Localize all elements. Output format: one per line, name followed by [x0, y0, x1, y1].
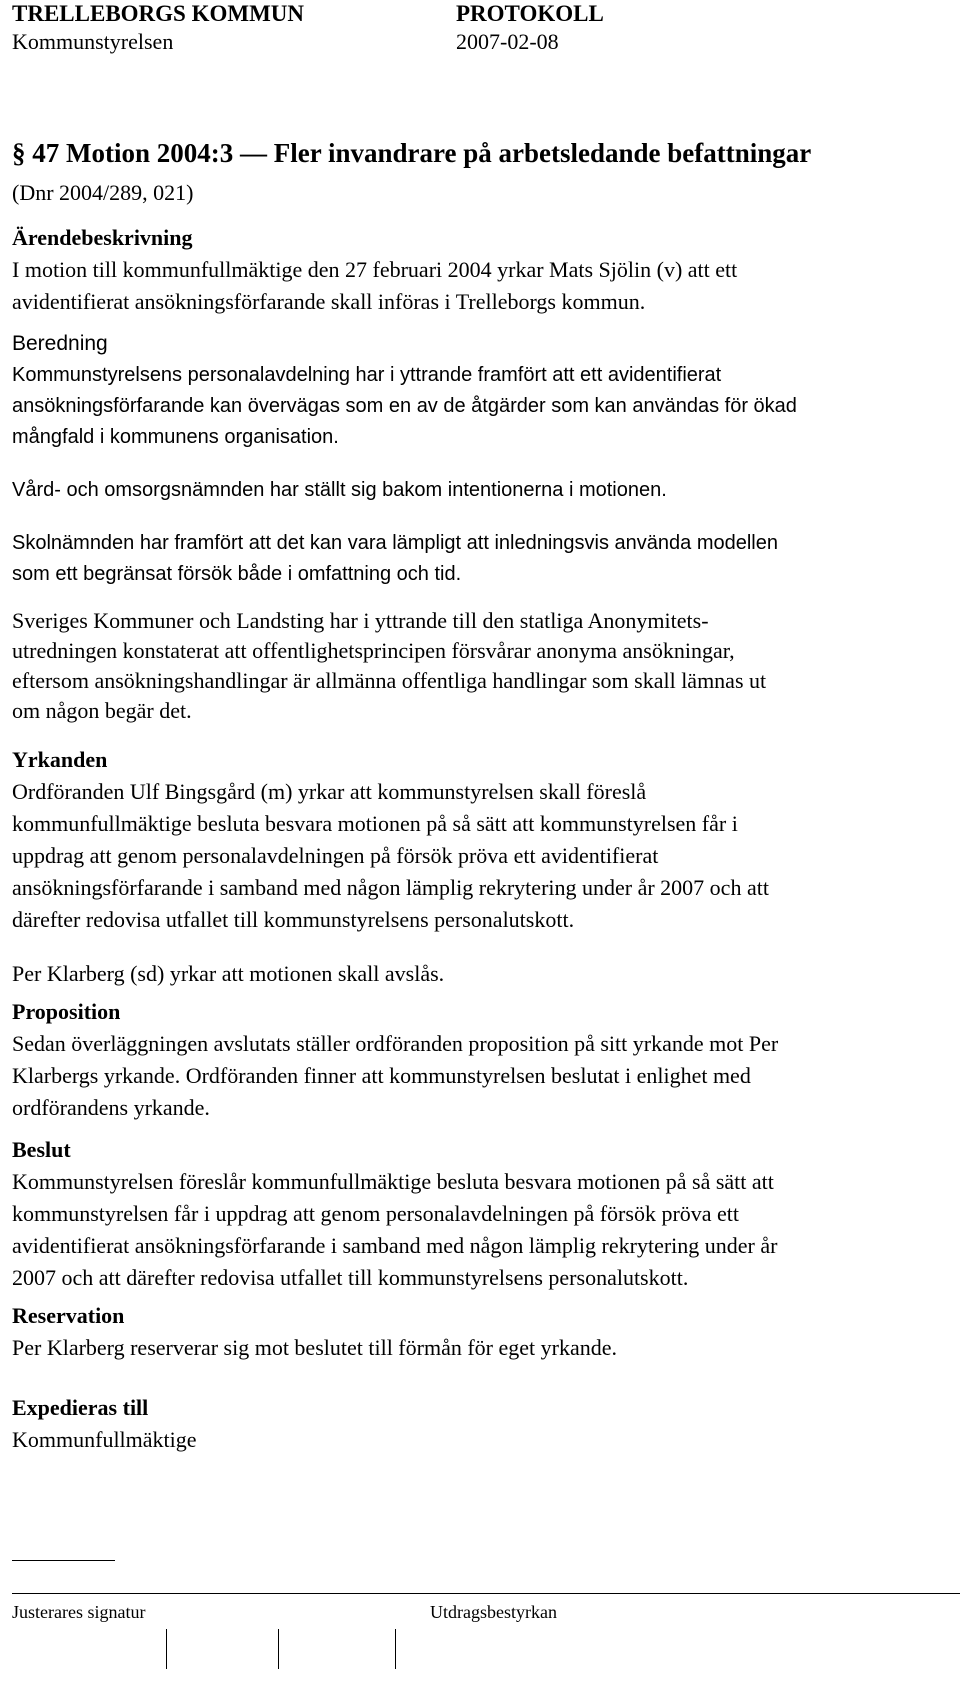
text-line: Kommunfullmäktige	[12, 1427, 197, 1452]
text-line: Skolnämnden har framfört att det kan vara lämpligt att inledningsvis använda modellen	[12, 532, 778, 554]
section-beredning	[12, 328, 932, 590]
signature-divider	[166, 1629, 167, 1669]
text-line: ansökningsförfarande i samband med någon lämplig rekrytering under år 2007 och att	[12, 875, 769, 900]
footer-rule	[12, 1593, 960, 1594]
paragraph	[12, 254, 932, 318]
section-yrkanden	[12, 744, 932, 990]
certification-label: Utdragsbestyrkan	[430, 1602, 557, 1622]
paragraph	[12, 360, 932, 453]
section-heading: Expedieras till	[12, 1395, 149, 1420]
paragraph	[12, 528, 932, 590]
text-line: mångfald i kommunens organisation.	[12, 426, 339, 448]
text-line: 2007 och att därefter redovisa utfallet till kommunstyrelsens personalutskott.	[12, 1265, 689, 1290]
text-line: eftersom ansökningshandlingar är allmänna offentliga handlingar som skall lämnas ut	[12, 668, 767, 693]
text-line: kommunstyrelsen får i uppdrag att genom personalavdelningen på försök pröva ett	[12, 1201, 740, 1226]
protocol-date: 2007-02-08	[456, 29, 559, 54]
text-line: ordförandens yrkande.	[12, 1095, 210, 1120]
text-line: kommunfullmäktige besluta besvara motionen på så sätt att kommunstyrelsen får i	[12, 811, 738, 836]
text-line: därefter redovisa utfallet till kommunstyrelsens personalutskott.	[12, 907, 575, 932]
text-line: om någon begär det.	[12, 698, 192, 723]
section-reservation	[12, 1300, 932, 1364]
body-name: Kommunstyrelsen	[12, 29, 174, 54]
page-title: § 47 Motion 2004:3 — Fler invandrare på arbetsledande befattningar	[12, 138, 812, 168]
text-line: Sveriges Kommuner och Landsting har i yttrande till den statliga Anonymitets-	[12, 608, 709, 633]
section-heading: Beslut	[12, 1137, 71, 1162]
text-line: Per Klarberg reserverar sig mot beslutet till förmån för eget yrkande.	[12, 1335, 617, 1360]
section-proposition	[12, 996, 932, 1124]
paragraph	[12, 1332, 932, 1364]
paragraph	[12, 475, 932, 506]
section-heading: Reservation	[12, 1303, 125, 1328]
reference-number: (Dnr 2004/289, 021)	[12, 180, 194, 205]
text-line: Ordföranden Ulf Bingsgård (m) yrkar att kommunstyrelsen skall föreslå	[12, 779, 647, 804]
signature-label: Justerares signatur	[12, 1602, 146, 1622]
paragraph-skl	[12, 606, 932, 726]
text-line: uppdrag att genom personalavdelningen på försök pröva ett avidentifierat	[12, 843, 659, 868]
section-heading: Proposition	[12, 999, 121, 1024]
paragraph	[12, 1028, 932, 1124]
signature-divider	[395, 1629, 396, 1669]
page-header	[12, 0, 952, 60]
paragraph	[12, 606, 932, 726]
text-line: avidentifierat ansökningsförfarande i samband med någon lämplig rekrytering under år	[12, 1233, 778, 1258]
signature-divider	[278, 1629, 279, 1669]
protocol-page	[12, 0, 960, 1683]
doc-type: PROTOKOLL	[456, 1, 604, 26]
text-line: Per Klarberg (sd) yrkar att motionen skall avslås.	[12, 961, 445, 986]
text-line: Klarbergs yrkande. Ordföranden finner att kommunstyrelsen beslutat i enlighet med	[12, 1063, 751, 1088]
text-line: som ett begränsat försök både i omfattning och tid.	[12, 563, 462, 585]
org-name: TRELLEBORGS KOMMUN	[12, 1, 305, 26]
text-line: I motion till kommunfullmäktige den 27 februari 2004 yrkar Mats Sjölin (v) att ett	[12, 257, 738, 282]
paragraph	[12, 776, 932, 936]
paragraph	[12, 1166, 932, 1294]
text-line: utredningen konstaterat att offentlighetsprincipen försvårar anonyma ansökningar,	[12, 638, 735, 663]
text-line: Kommunstyrelsen föreslår kommunfullmäktige besluta besvara motionen på så sätt att	[12, 1169, 774, 1194]
text-line: Kommunstyrelsens personalavdelning har i yttrande framfört att ett avidentifierat	[12, 364, 722, 386]
text-line: Vård- och omsorgsnämnden har ställt sig bakom intentionerna i motionen.	[12, 479, 667, 501]
section-heading: Beredning	[12, 332, 108, 355]
text-line: Sedan överläggningen avslutats ställer ordföranden proposition på sitt yrkande mot Per	[12, 1031, 779, 1056]
section-beslut	[12, 1134, 932, 1294]
section-expedieras	[12, 1392, 932, 1456]
paragraph	[12, 1424, 932, 1456]
section-arendebeskrivning	[12, 222, 932, 318]
paragraph	[12, 958, 932, 990]
page-footer	[12, 1593, 960, 1683]
section-heading: Yrkanden	[12, 747, 108, 772]
text-line: avidentifierat ansökningsförfarande skall införas i Trelleborgs kommun.	[12, 289, 646, 314]
separator-line	[12, 1560, 115, 1561]
section-heading: Ärendebeskrivning	[12, 225, 193, 250]
text-line: ansökningsförfarande kan övervägas som en av de åtgärder som kan användas för ökad	[12, 395, 797, 417]
